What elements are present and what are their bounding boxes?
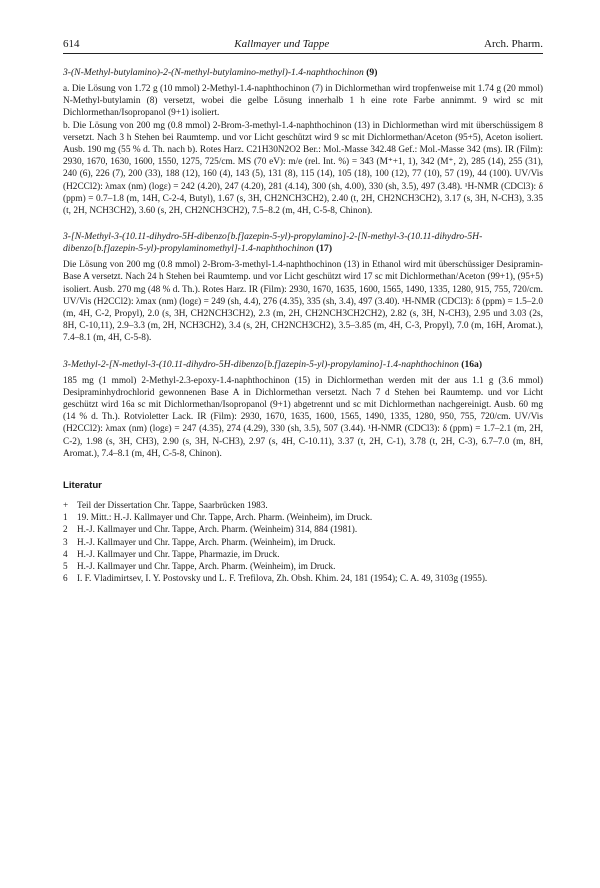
compound-number: (17)	[316, 243, 333, 255]
reference-marker: 4	[63, 548, 68, 559]
reference-marker: 5	[63, 561, 68, 572]
procedure-paragraph: b. Die Lösung von 200 mg (0.8 mmol) 2-Brom-3-methyl-1.4-naphthochinon (13) in Dichlormethan wird mit überschüssigem 8 versetzt. Nach 3 h Stehen bei Raumtemp. und vor Licht geschützt wird 9 sc mit Dichlormethan/Aceton (95+5), Aceton isoliert. Ausb. 190 mg (55 % d. Th. nach b). Rotes Harz. C21H30N2O2 Ber.: Mol.-Masse 342.48 Gef.: Mol.-Masse 342 (ms). IR (Film): 2930, 1670, 1630, 1600, 1550, 1275, 725/cm. MS (70 eV): m/e (rel. Int. %) = 343 (M⁺+1, 1), 342 (M⁺, 2), 285 (14), 255 (31), 240 (6), 226 (7), 200 (33), 188 (12), 160 (4), 143 (5), 131 (8), 115 (14), 105 (18), 100 (12), 77 (10), 57 (19), 44 (100). UV/Vis (H2CCl2): λmax (nm) (logε) = 242 (4.20), 247 (4.20), 281 (4.14), 300 (sh, 4.00), 330 (sh, 3.5), 497 (3.48). ¹H-NMR (CDCl3): δ (ppm) = 0.7–1.8 (m, 14H, C-2-4, Butyl), 1.67 (s, 3H, CH2NCH3CH2), 2.40 (t, 2H, CH2NCH3CH2), 3.17 (s, 3H, N-CH3), 3.35 (t, 2H, NCH3CH2), 3.60 (s, 2H, CH2NCH3CH2), 7.5–8.2 (m, 4H, C-5-8, Chinon).	[63, 120, 543, 217]
section-title-text: 3-[N-Methyl-3-(10.11-dihydro-5H-dibenzo[b.f]azepin-5-yl)-propylamino]-2-[N-methyl-3-(10.11-dihydro-5H-dibenzo[b.f]azepin-5-yl)-propylaminomethyl]-1.4-naphthochinon	[63, 231, 483, 255]
compound-number: (16a)	[461, 358, 483, 370]
reference-text: H.-J. Kallmayer und Chr. Tappe, Arch. Pharm. (Weinheim), im Druck.	[77, 536, 336, 547]
running-title: Kallmayer und Tappe	[234, 38, 330, 50]
reference-marker: 3	[63, 536, 68, 547]
section-compound-16a	[63, 359, 543, 460]
procedure-paragraph: a. Die Lösung von 1.72 g (10 mmol) 2-Methyl-1.4-naphthochinon (7) in Dichlormethan wird tropfenweise mit 1.74 g (20 mmol) N-Methyl-butylamin (8) versetzt, wobei die gelbe Lösung innerhalb 1 h eine rote Farbe annimmt. 9 wird sc mit Dichlormethan/Isopropanol (9+1) isoliert.	[63, 84, 543, 119]
reference-item	[63, 523, 543, 535]
references-heading: Literatur	[63, 480, 102, 492]
reference-text: I. F. Vladimirtsev, I. Y. Postovsky und L. F. Trefilova, Zh. Obsh. Khim. 24, 181 (1954); C. A. 49, 3103g (1955).	[77, 573, 488, 584]
compound-number: (9)	[366, 67, 378, 78]
reference-item	[63, 499, 543, 511]
section-title-text: 3-Methyl-2-[N-methyl-3-(10.11-dihydro-5H-dibenzo[b.f]azepin-5-yl)-propylamino]-1.4-naphthochinon	[63, 358, 459, 370]
reference-marker: 6	[63, 573, 68, 584]
section-title	[63, 231, 543, 255]
journal-name: Arch. Pharm.	[484, 38, 543, 50]
reference-text: 19. Mitt.: H.-J. Kallmayer und Chr. Tappe, Arch. Pharm. (Weinheim), im Druck.	[77, 512, 373, 523]
reference-marker: 2	[63, 524, 68, 535]
reference-item	[63, 511, 543, 523]
section-compound-17	[63, 231, 543, 344]
reference-text: H.-J. Kallmayer und Chr. Tappe, Pharmazie, im Druck.	[77, 548, 280, 559]
reference-item	[63, 536, 543, 548]
journal-page	[63, 38, 543, 585]
reference-text: H.-J. Kallmayer und Chr. Tappe, Arch. Pharm. (Weinheim), im Druck.	[77, 561, 336, 572]
reference-text: H.-J. Kallmayer und Chr. Tappe, Arch. Pharm. (Weinheim) 314, 884 (1981).	[77, 524, 358, 535]
reference-text: Teil der Dissertation Chr. Tappe, Saarbrücken 1983.	[77, 500, 268, 511]
reference-marker: 1	[63, 512, 68, 523]
procedure-paragraph: 185 mg (1 mmol) 2-Methyl-2.3-epoxy-1.4-naphthochinon (15) in Dichlormethan werden mit der aus 1.1 g (3.6 mmol) Desipraminhydrochlorid gewonnenen Base A in Dichlormethan versetzt. Nach 7 d Stehen bei Raumtemp. und vor Licht geschützt wird 16a sc mit Dichlormethan/Isopropanol (9+1) abgetrennt und sc mit Dichlormethan nachgereinigt. Ausb. 60 mg (14 % d. Th.). Rotvioletter Lack. IR (Film): 2930, 1670, 1635, 1600, 1565, 1490, 1335, 1280, 950, 755, 720/cm. UV/Vis (H2CCl2): λmax (nm) (logε) = 247 (4.35), 274 (4.29), 330 (sh, 3.5), 507 (3.44). ¹H-NMR (CDCl3): δ (ppm) = 1.7–2.1 (m, 2H, C-2), 1.98 (s, 3H, CH3), 2.90 (s, 3H, N-CH3), 2.97 (s, 4H, C-10.11), 3.37 (t, 2H, C-1), 3.78 (t, 2H, C-3), 6.7–7.0 (m, 8H, Aromat.), 7.4–8.1 (m, 4H, C-5-8, Chinon).	[63, 375, 543, 459]
page-header	[63, 38, 543, 54]
reference-item	[63, 572, 543, 584]
reference-list	[63, 499, 543, 584]
procedure-paragraph: Die Lösung von 200 mg (0.8 mmol) 2-Brom-3-methyl-1.4-naphthochinon (13) in Ethanol wird mit überschüssiger Desipramin-Base A versetzt. Nach 24 h Stehen bei Raumtemp. und vor Licht geschützt wird 17 sc mit Dichlormethan/Aceton (99+1), (95+5) isoliert. Ausb. 270 mg (48 % d. Th.). Rotes Harz. IR (Film): 2930, 1670, 1635, 1600, 1565, 1490, 1335, 1280, 915, 755, 720/cm. UV/Vis (H2CCl2): λmax (nm) (logε) = 249 (sh, 4.4), 276 (4.35), 335 (sh, 3.4), 497 (3.40). ¹H-NMR (CDCl3): δ (ppm) = 1.5–2.0 (m, 4H, C-2, Propyl), 2.0 (s, 3H, CH2NCH3CH2), 2.3 (m, 2H, CH2NCH3CH2CH2), 2.82 (s, 3H, N-CH3), 2.95 und 3.03 (2s, 8H, C-10,11), 2.9–3.3 (m, 2H, NCH3CH2), 3.4 (s, 2H, CH2NCH3CH2), 3.5–3.85 (m, 4H, C-3, Propyl), 7.0 (m, 16H, Aromat.), 7.4–8.1 (m, 4H, C-5-8).	[63, 260, 543, 344]
page-number: 614	[63, 38, 80, 50]
reference-marker: +	[63, 500, 69, 511]
section-title	[63, 67, 543, 79]
section-title	[63, 359, 543, 371]
section-title-text: 3-(N-Methyl-butylamino)-2-(N-methyl-butylamino-methyl)-1.4-naphthochinon	[63, 67, 364, 78]
section-compound-9	[63, 67, 543, 217]
reference-item	[63, 548, 543, 560]
reference-item	[63, 560, 543, 572]
